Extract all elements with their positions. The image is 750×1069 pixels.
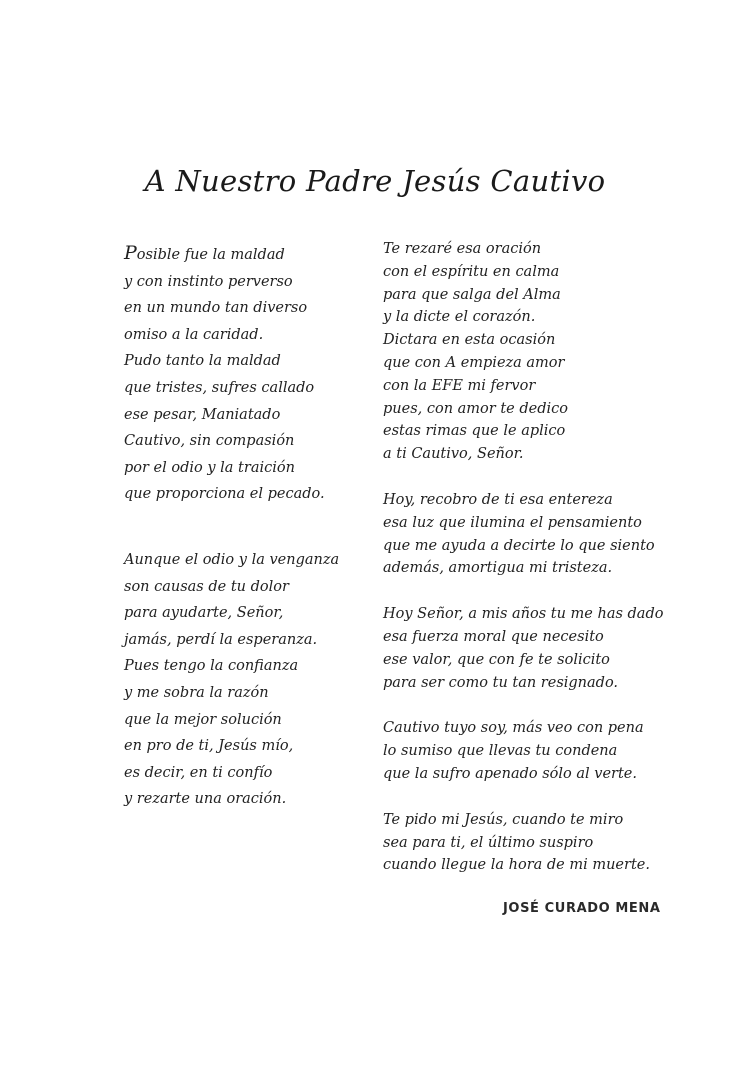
poem-line: Te rezaré esa oración [383, 241, 542, 257]
poem-line: Aunque el odio y la venganza [124, 551, 340, 568]
poem-line: con la EFE mi fervor [383, 377, 536, 394]
poem-line: que tristes, sufres callado [124, 379, 315, 396]
poem-line: que proporciona el pecado. [124, 486, 325, 503]
poem-line: Dictara en esta ocasión [383, 332, 556, 349]
poem-line: son causas de tu dolor [124, 578, 289, 595]
poem-line: a ti Cautivo, Señor. [383, 446, 524, 463]
poem-line: esa luz que ilumina el pensamiento [383, 514, 642, 531]
poem-line: pues, con amor te dedico [383, 400, 568, 417]
poem-line: Hoy, recobro de ti esa entereza [383, 491, 613, 508]
stanza-spacer [383, 466, 703, 489]
poem-line: que la mejor solución [124, 711, 282, 728]
poem-title: A Nuestro Padre Jesús Cautivo [144, 164, 606, 198]
author-signature: JOSÉ CURADO MENA [503, 901, 661, 916]
stanza-right-5 [383, 809, 703, 877]
poem-line: además, amortigua mi tristeza. [383, 560, 613, 577]
poem-line: omiso a la caridad. [124, 326, 264, 343]
stanza-spacer [383, 786, 703, 809]
stanza-right-2 [383, 489, 703, 580]
poem-line: Pues tengo la confianza [124, 658, 299, 675]
poem-line: sea para ti, el último suspiro [383, 834, 594, 851]
poem-line: y la dicte el corazón. [383, 309, 536, 326]
stanza-right-1 [383, 238, 703, 466]
poem-line: con el espíritu en calma [383, 263, 560, 280]
poem-line: es decir, en ti confío [124, 764, 273, 781]
first-line-text: osible fue la maldad [136, 247, 285, 263]
drop-cap: P [124, 242, 137, 264]
poem-line: Te pido mi Jesús, cuando te miro [383, 811, 624, 828]
poem-line: Pudo tanto la maldad [124, 353, 281, 370]
poem-line: y rezarte una oración. [124, 791, 287, 808]
stanza-spacer [383, 694, 703, 717]
stanza-spacer [124, 508, 364, 547]
poem-line: y con instinto perverso [124, 273, 293, 290]
poem-line: para ayudarte, Señor, [124, 605, 284, 622]
stanza-spacer [383, 580, 703, 603]
stanza-right-3 [383, 603, 703, 694]
stanza-right-4 [383, 717, 703, 785]
poem-line: estas rimas que le aplico [383, 423, 566, 440]
poem-line: que me ayuda a decirte lo que siento [383, 537, 655, 554]
poem-line: en pro de ti, Jesús mío, [124, 738, 294, 755]
poem-line [124, 240, 364, 269]
left-column [124, 240, 364, 813]
poem-line: ese valor, que con fe te solicito [383, 651, 610, 668]
poem-line: ese pesar, Maniatado [124, 406, 281, 423]
poem-line: que con A empieza amor [383, 354, 565, 371]
poem-line: que la sufro apenado sólo al verte. [383, 765, 637, 782]
poem-line: jamás, perdí la esperanza. [124, 631, 318, 648]
poem-line: para ser como tu tan resignado. [383, 674, 619, 691]
poem-line: esa fuerza moral que necesito [383, 628, 604, 645]
poem-line: cuando llegue la hora de mi muerte. [383, 857, 650, 874]
poem-line: por el odio y la traición [124, 459, 295, 476]
poem-line: y me sobra la razón [124, 684, 269, 701]
poem-line: Hoy Señor, a mis años tu me has dado [383, 606, 664, 623]
poem-line: Cautivo tuyo soy, más veo con pena [383, 720, 644, 737]
poem-line: en un mundo tan diverso [124, 300, 308, 317]
stanza-left-1 [124, 240, 364, 508]
poem-line: lo sumiso que llevas tu condena [383, 743, 618, 760]
stanza-left-2 [124, 547, 364, 813]
poem-line: para que salga del Alma [383, 286, 561, 303]
right-column [383, 238, 703, 877]
poem-line: Cautivo, sin compasión [124, 433, 295, 450]
